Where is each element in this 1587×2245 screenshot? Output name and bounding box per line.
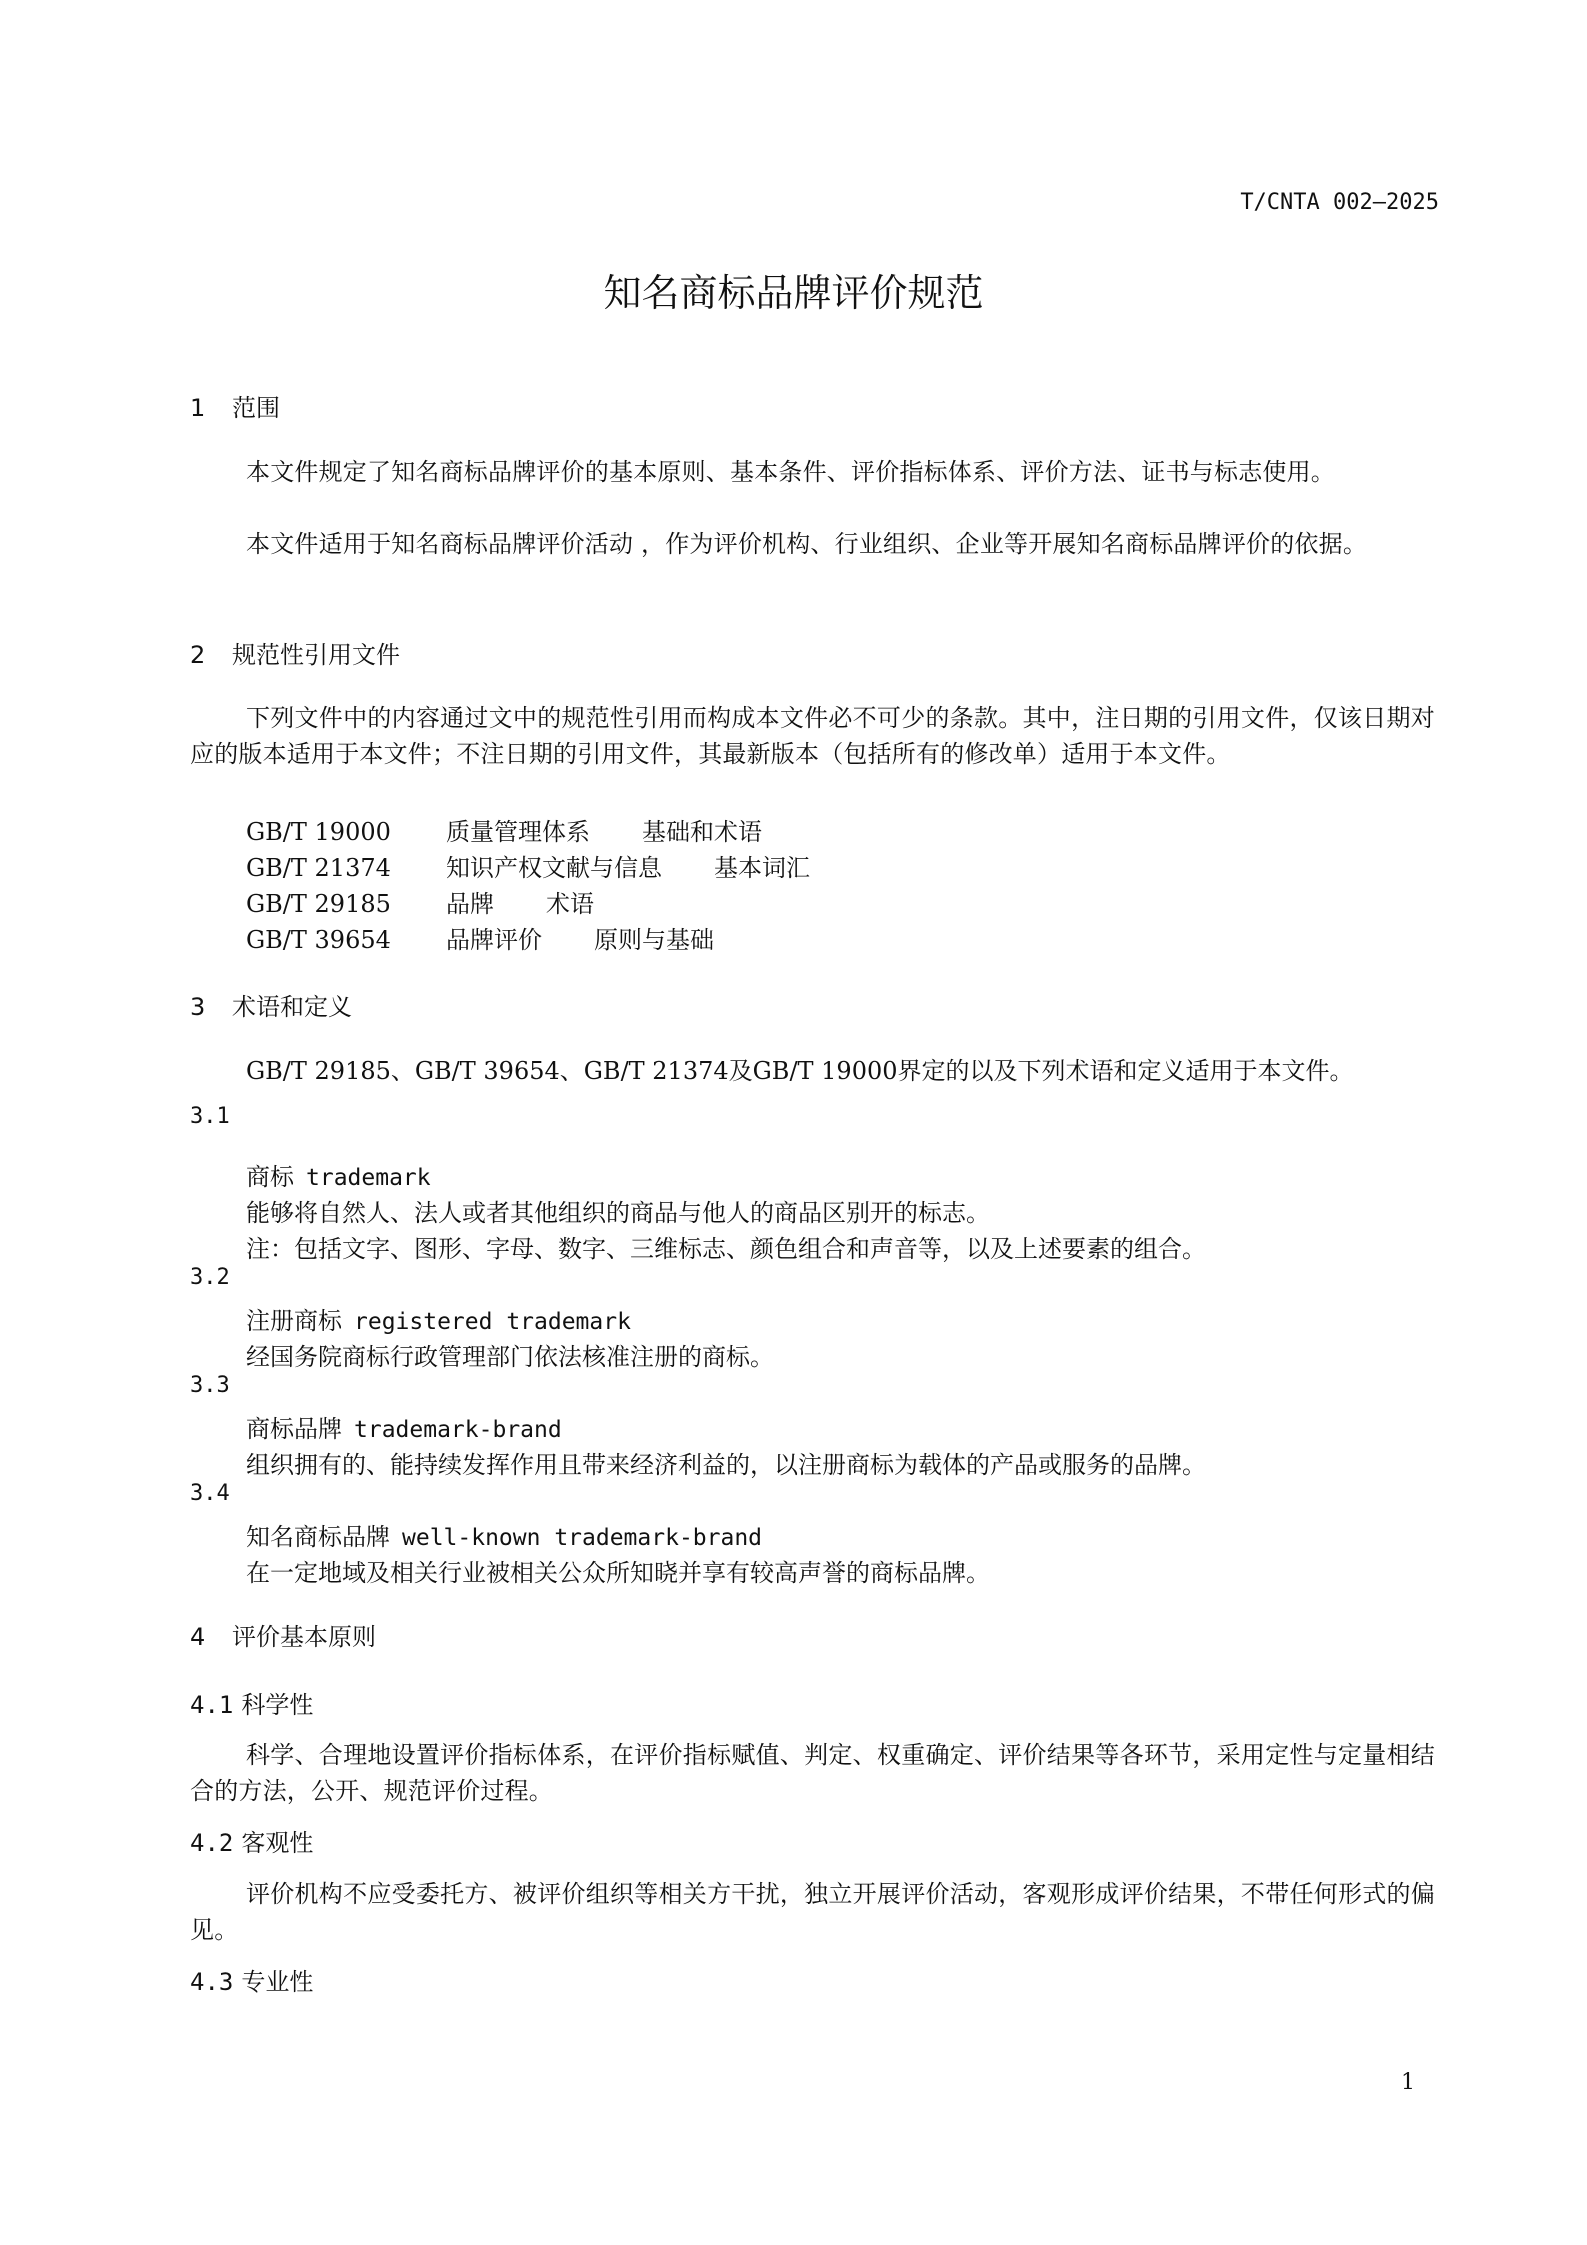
- term-heading: [246, 1409, 562, 1444]
- normative-reference: [246, 920, 714, 955]
- term-english: well-known trademark-brand: [402, 1525, 763, 1551]
- reference-name: 品牌: [446, 890, 494, 918]
- section-3-intro: GB/T 29185、GB/T 39654、GB/T 21374及GB/T 19000界定的以及下列术语和定义适用于本文件。: [246, 1057, 1354, 1085]
- reference-subtitle: 基础和术语: [642, 818, 762, 846]
- term-number: 3.3: [190, 1373, 230, 1398]
- term-definition: 经国务院商标行政管理部门依法核准注册的商标。: [246, 1343, 774, 1371]
- reference-name: 品牌评价: [446, 926, 542, 954]
- section-number: 1: [190, 394, 206, 422]
- subsection-title: 专业性: [241, 1968, 314, 1996]
- subsection-title: 科学性: [241, 1691, 314, 1719]
- term-note: 注：包括文字、图形、字母、数字、三维标志、颜色组合和声音等，以及上述要素的组合。: [246, 1235, 1206, 1263]
- term-heading: [246, 1301, 631, 1336]
- term-chinese: 知名商标品牌: [246, 1523, 390, 1551]
- section-3-heading: [190, 987, 352, 1022]
- subsection-title: 客观性: [241, 1829, 314, 1857]
- reference-name: 知识产权文献与信息: [446, 854, 662, 882]
- normative-reference: [246, 884, 594, 919]
- term-english: registered trademark: [354, 1309, 631, 1335]
- normative-reference: [246, 848, 810, 883]
- section-1-paragraph-1: 本文件规定了知名商标品牌评价的基本原则、基本条件、评价指标体系、评价方法、证书与标志使用。: [246, 458, 1335, 486]
- subsection-number: 4.2: [190, 1829, 234, 1857]
- reference-code: GB/T 19000: [246, 818, 391, 846]
- term-english: trademark-brand: [354, 1417, 562, 1443]
- section-title: 术语和定义: [232, 993, 352, 1021]
- normative-reference: [246, 812, 762, 847]
- page-number: 1: [1401, 2070, 1415, 2095]
- reference-code: GB/T 21374: [246, 854, 391, 882]
- section-number: 3: [190, 993, 206, 1021]
- term-number: 3.1: [190, 1104, 230, 1129]
- reference-subtitle: 基本词汇: [714, 854, 810, 882]
- subsection-4-1-paragraph: 科学、合理地设置评价指标体系，在评价指标赋值、判定、权重确定、评价结果等各环节，采用定性与定量相结合的方法，公开、规范评价过程。: [190, 1741, 1435, 1805]
- section-4-heading: [190, 1617, 376, 1652]
- term-definition: 在一定地域及相关行业被相关公众所知晓并享有较高声誉的商标品牌。: [246, 1559, 990, 1587]
- section-title: 评价基本原则: [232, 1623, 376, 1651]
- section-number: 2: [190, 641, 206, 669]
- section-number: 4: [190, 1623, 206, 1651]
- reference-subtitle: 术语: [546, 890, 594, 918]
- term-chinese: 注册商标: [246, 1307, 342, 1335]
- section-title: 规范性引用文件: [232, 641, 400, 669]
- reference-code: GB/T 39654: [246, 926, 391, 954]
- section-2-heading: [190, 635, 400, 670]
- section-1-paragraph-2: 本文件适用于知名商标品牌评价活动 ，作为评价机构、行业组织、企业等开展知名商标品牌评价的依据。: [246, 530, 1368, 558]
- term-number: 3.4: [190, 1481, 230, 1506]
- reference-subtitle: 原则与基础: [594, 926, 714, 954]
- subsection-number: 4.1: [190, 1691, 234, 1719]
- document-title: 知名商标品牌评价规范: [603, 271, 984, 315]
- term-heading: [246, 1157, 431, 1192]
- term-english: trademark: [306, 1165, 431, 1191]
- reference-code: GB/T 29185: [246, 890, 391, 918]
- section-2-paragraph: 下列文件中的内容通过文中的规范性引用而构成本文件必不可少的条款。其中，注日期的引用文件，仅该日期对应的版本适用于本文件；不注日期的引用文件，其最新版本（包括所有的修改单）适用于本文件。: [190, 704, 1435, 768]
- subsection-4-3-heading: [190, 1962, 313, 1997]
- term-chinese: 商标品牌: [246, 1415, 342, 1443]
- document-code: T/CNTA 002—2025: [1240, 190, 1439, 215]
- term-definition: 能够将自然人、法人或者其他组织的商品与他人的商品区别开的标志。: [246, 1199, 990, 1227]
- section-1-heading: [190, 388, 280, 423]
- reference-name: 质量管理体系: [446, 818, 590, 846]
- term-heading: [246, 1517, 762, 1552]
- subsection-4-1-heading: [190, 1685, 313, 1720]
- subsection-4-2-paragraph: 评价机构不应受委托方、被评价组织等相关方干扰，独立开展评价活动，客观形成评价结果，不带任何形式的偏见。: [190, 1880, 1435, 1944]
- term-chinese: 商标: [246, 1163, 294, 1191]
- term-definition: 组织拥有的、能持续发挥作用且带来经济利益的，以注册商标为载体的产品或服务的品牌。: [246, 1451, 1206, 1479]
- term-number: 3.2: [190, 1265, 230, 1290]
- subsection-number: 4.3: [190, 1968, 234, 1996]
- section-title: 范围: [232, 394, 280, 422]
- subsection-4-2-heading: [190, 1823, 313, 1858]
